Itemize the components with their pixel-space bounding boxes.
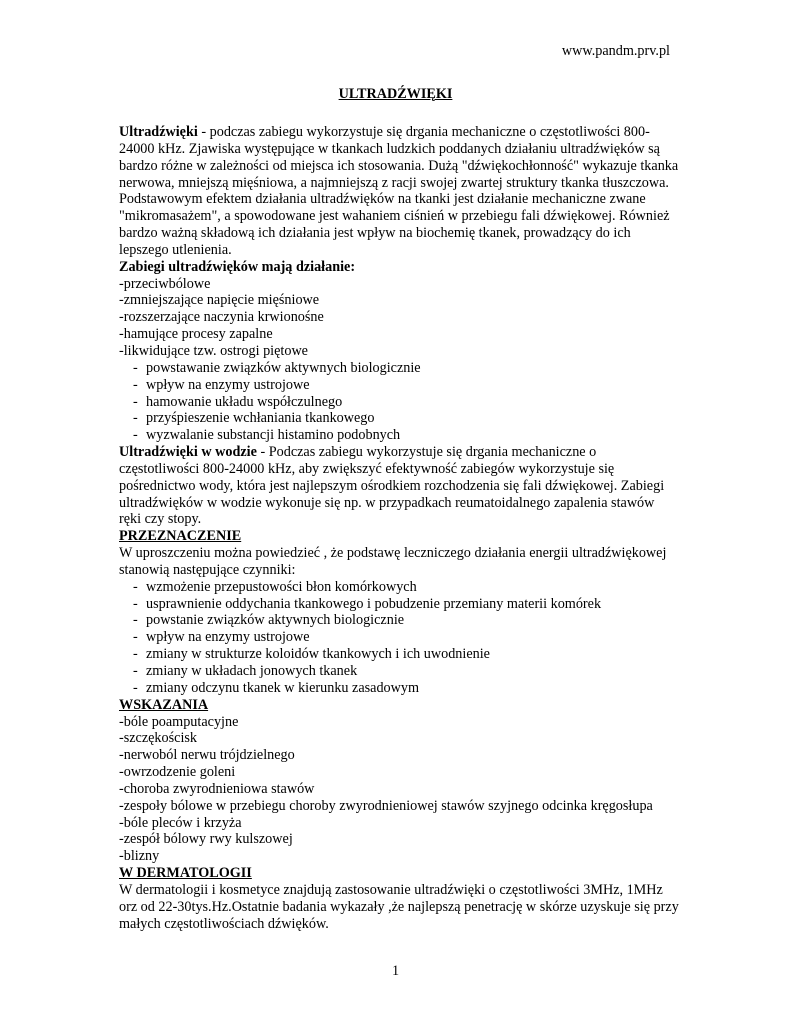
- list-item: -zespoły bólowe w przebiegu choroby zwyrodnieniowej stawów szyjnego odcinka kręgosłupa: [119, 797, 653, 814]
- list-item: - usprawnienie oddychania tkankowego i pobudzenie przemiany materii komórek: [119, 596, 679, 613]
- list-item: -zespół bólowy rwy kulszowej: [119, 831, 293, 848]
- indications-heading: WSKAZANIA: [119, 696, 209, 713]
- header-url: www.pandm.prv.pl: [561, 43, 670, 59]
- list-item: - wyzwalanie substancji histamino podobnych: [119, 427, 679, 444]
- purpose-text: W uproszczeniu można powiedzieć , że podstawę leczniczego działania energii ultradźwiękowej stanowią następujące czynniki:: [119, 545, 667, 578]
- effects-sublist: [119, 360, 679, 444]
- list-item: - przyśpieszenie wchłaniania tkankowego: [119, 410, 679, 427]
- document-title: ULTRADŹWIĘKI: [338, 86, 453, 102]
- list-item: -bóle poamputacyjne: [119, 713, 239, 730]
- document-body: [119, 124, 679, 933]
- list-item: - powstawanie związków aktywnych biologicznie: [119, 360, 679, 377]
- list-item: - zmiany w układach jonowych tkanek: [119, 663, 679, 680]
- water-lead: Ultradźwięki w wodzie: [119, 444, 257, 461]
- purpose-heading: PRZEZNACZENIE: [119, 528, 242, 545]
- list-item: - wpływ na enzymy ustrojowe: [119, 377, 679, 394]
- list-item: - wzmożenie przepustowości błon komórkowych: [119, 579, 679, 596]
- effects-heading: Zabiegi ultradźwięków mają działanie:: [119, 258, 356, 275]
- water-paragraph: [119, 444, 679, 528]
- dermatology-text: W dermatologii i kosmetyce znajdują zastosowanie ultradźwięki o częstotliwości 3MHz, 1MHz orz od 22-30tys.Hz.Ostatnie badania wykazały ,że najlepszą penetrację w skórze uzyskuje się przy małych częstotliwościach dźwięków.: [119, 881, 679, 932]
- list-item: -przeciwbólowe: [119, 275, 211, 292]
- page-number: 1: [391, 963, 400, 979]
- list-item: -blizny: [119, 848, 160, 865]
- indications-list: [119, 714, 679, 866]
- intro-paragraph: [119, 124, 679, 259]
- list-item: -rozszerzające naczynia krwionośne: [119, 309, 324, 326]
- effects-list: [119, 276, 679, 360]
- water-text: - Podczas zabiegu wykorzystuje się drgania mechaniczne o częstotliwości 800-24000 kHz, aby zwiększyć efektywność zabiegów wykorzystuje się pośrednictwo wody, która jest najlepszym ośrodkiem rozchodzenia się fali dźwiękowej. Zabiegi ultradźwięków w wodzie wykonuje się np. w przypadkach reumatoidalnego zapalenia stawów ręki czy stopy.: [119, 444, 665, 528]
- list-item: - zmiany odczynu tkanek w kierunku zasadowym: [119, 680, 679, 697]
- list-item: -owrzodzenie goleni: [119, 764, 236, 781]
- purpose-list: [119, 579, 679, 697]
- list-item: -choroba zwyrodnieniowa stawów: [119, 780, 315, 797]
- list-item: - wpływ na enzymy ustrojowe: [119, 629, 679, 646]
- list-item: -zmniejszające napięcie mięśniowe: [119, 292, 320, 309]
- intro-lead: Ultradźwięki: [119, 124, 198, 140]
- list-item: - hamowanie układu współczulnego: [119, 394, 679, 411]
- list-item: -likwidujące tzw. ostrogi piętowe: [119, 342, 308, 359]
- intro-text: - podczas zabiegu wykorzystuje się drgania mechaniczne o częstotliwości 800-24000 kHz. Zjawiska występujące w tkankach ludzkich poddanych działaniu ultradźwięków są bardzo różne w zależności od miejsca ich stosowania. Dużą "dźwiękochłonność" wykazuje tkanka nerwowa, mniejszą mięśniowa, a najmniejszą z racji swojej zwartej struktury tkanka tłuszczowa. Podstawowym efektem działania ultradźwięków na tkanki jest działanie mechaniczne zwane "mikromasażem", a spowodowane jest wahaniem ciśnień w przebiegu fali dźwiękowej. Również bardzo ważną składową ich działania jest wpływ na biochemię tkanek, prowadzący do ich lepszego utlenienia.: [119, 124, 679, 258]
- list-item: -hamujące procesy zapalne: [119, 326, 273, 343]
- list-item: -szczękościsk: [119, 730, 197, 747]
- list-item: -nerwoból nerwu trójdzielnego: [119, 747, 295, 764]
- list-item: - powstanie związków aktywnych biologicznie: [119, 612, 679, 629]
- dermatology-heading: W DERMATOLOGII: [119, 865, 252, 882]
- list-item: -bóle pleców i krzyża: [119, 814, 242, 831]
- list-item: - zmiany w strukturze koloidów tkankowych i ich uwodnienie: [119, 646, 679, 663]
